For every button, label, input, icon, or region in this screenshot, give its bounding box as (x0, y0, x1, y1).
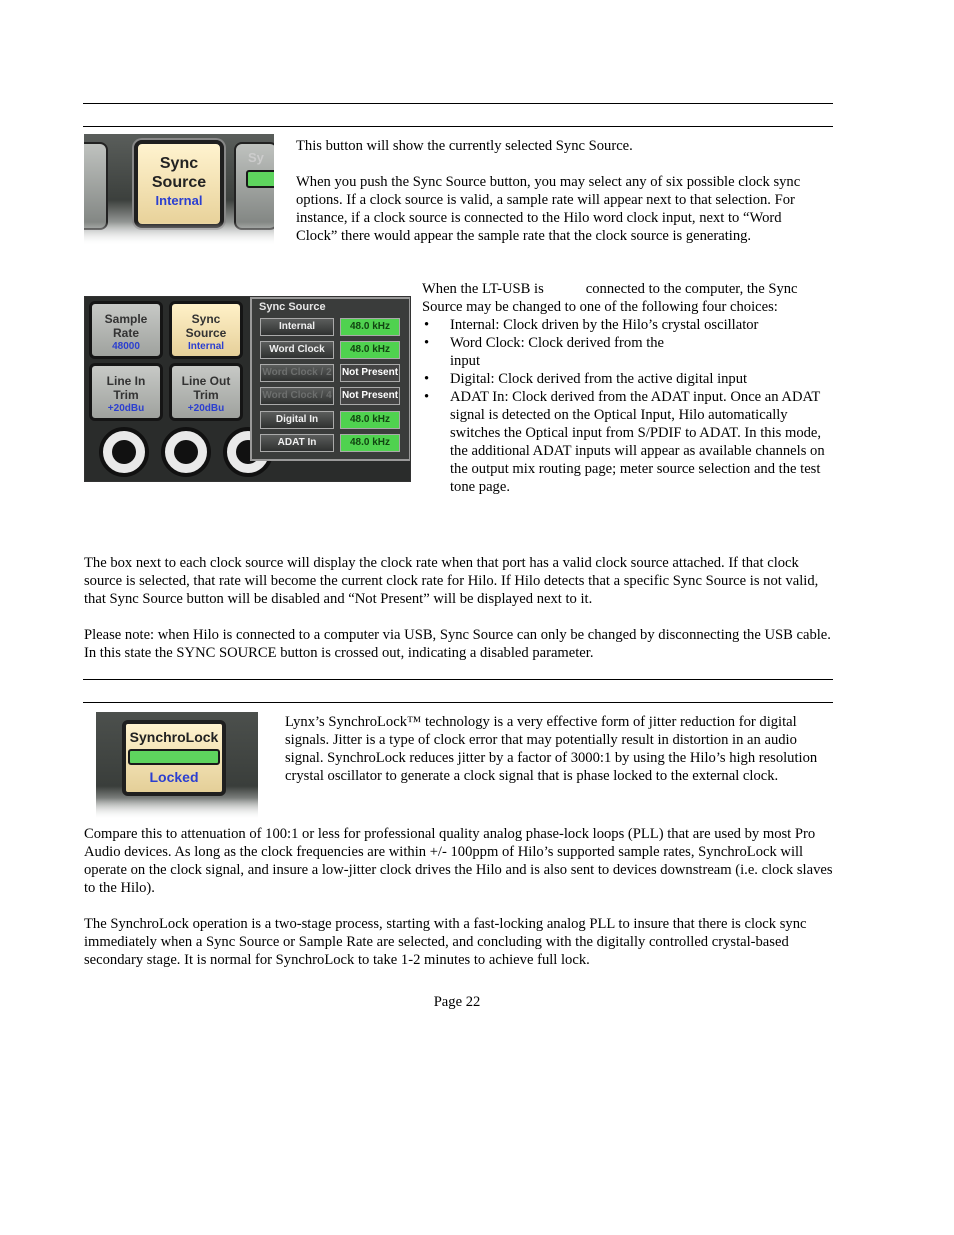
rule-top (83, 103, 833, 104)
rule-section1 (83, 126, 833, 127)
text-span: Word Clock: Clock derived from the (450, 335, 665, 351)
green-indicator (246, 170, 274, 188)
button-value: Internal (155, 193, 203, 208)
popup-title: Sync Source (259, 301, 326, 313)
monitor-icon (161, 427, 211, 477)
synchrolock-screenshot (96, 712, 258, 818)
sync-option-adat-in: ADAT In (260, 434, 334, 452)
sync-row-word-clock-4 (260, 387, 406, 405)
text-span: connected to the computer, the Sync Source may be changed to one of the following four choices: (422, 281, 798, 315)
sync-source-description (296, 137, 816, 245)
paragraph: When you push the Sync Source button, you may select any of six possible clock sync options. If a clock source is valid, a sample rate will appear next to that selection. For instance, if a clock source is connected to the Hilo word clock input, next to “Word Clock” there would appear the sample rate that the clock source is generating. (296, 174, 801, 244)
btn-line2: Rate (112, 326, 139, 340)
btn-line1: Line Out (181, 374, 231, 388)
sync-row-adat-in (260, 434, 406, 452)
page-number: Page 22 (433, 994, 481, 1010)
rule-section2-top (83, 679, 833, 680)
paragraph (422, 280, 832, 316)
line-in-trim-button (89, 363, 163, 421)
lock-bar (128, 749, 220, 765)
sync-rate: Not Present (340, 364, 400, 382)
sync-row-word-clock-2 (260, 364, 406, 382)
synchrolock-description (285, 713, 825, 785)
sync-source-button (134, 140, 224, 228)
btn-line2: Trim (113, 388, 139, 402)
paragraph: Compare this to attenuation of 100:1 or less for professional quality analog phase-lock loops (PLL) that are used by most Pro Audio devices. As long as the clock frequencies are within +/- 100ppm of Hilo’s supported sample rates, SynchroLock will operate on the clock signal, and insure a low-jitter clock drives the Hilo and is also sent to devices downstream (i.e. clock slaves to the Hilo). (84, 826, 833, 896)
paragraph: Please note: when Hilo is connected to a computer via USB, Sync Source can only be changed by disconnecting the USB cable. In this state the SYNC SOURCE button is crossed out, indicating a disabled parameter. (84, 627, 831, 661)
btn-line2: Trim (193, 388, 219, 402)
neighbor-button-label: Sy (248, 150, 264, 165)
sync-source-panel-screenshot (84, 296, 411, 482)
sync-choices-list (422, 316, 832, 496)
line-out-trim-button (169, 363, 243, 421)
synchrolock-title: SynchroLock (129, 729, 219, 745)
sync-option-word-clock-2: Word Clock / 2 (260, 364, 334, 382)
btn-line2: Source (185, 326, 227, 340)
sync-row-digital-in (260, 411, 406, 429)
btn-line1: Sync (191, 312, 221, 326)
text-span: When the LT-USB is (422, 281, 544, 297)
synchrolock-indicator (122, 720, 226, 796)
sync-option-word-clock: Word Clock (260, 341, 334, 359)
btn-line1: Line In (106, 374, 146, 388)
btn-value: Internal (187, 341, 225, 352)
list-item: • Internal: Clock driven by the Hilo’s crystal oscillator (422, 316, 832, 334)
paragraph: Lynx’s SynchroLock™ technology is a very effective form of jitter reduction for digital signals. Jitter is a type of clock error that may potentially result in distortion in an audio signal. SynchroLock reduces jitter by a factor of 3000:1 by using the Hilo’s high resolution crystal oscillator to generate a clock signal that is phase locked to the external clock. (285, 714, 818, 784)
sync-option-digital-in: Digital In (260, 411, 334, 429)
sync-rate: Not Present (340, 387, 400, 405)
paragraph: This button will show the currently selected Sync Source. (296, 138, 633, 154)
list-item (422, 334, 832, 370)
synchrolock-status: Locked (149, 769, 199, 785)
clock-rate-text (84, 554, 834, 662)
sync-source-popup (250, 297, 411, 461)
btn-value: +20dBu (187, 403, 225, 414)
list-item: • Digital: Clock derived from the active digital input (422, 370, 832, 388)
sync-source-panel-button (169, 301, 243, 359)
button-label-line1: Sync (159, 155, 199, 172)
rule-section2 (83, 702, 833, 703)
button-label-line2: Source (151, 174, 207, 191)
fade-overlay (84, 222, 274, 244)
sync-row-word-clock (260, 341, 406, 359)
btn-value: +20dBu (107, 403, 145, 414)
sync-option-internal: Internal (260, 318, 334, 336)
sync-rate: 48.0 kHz (340, 318, 400, 336)
synchrolock-details (84, 825, 834, 969)
sync-rate: 48.0 kHz (340, 434, 400, 452)
btn-line1: Sample (104, 312, 148, 326)
btn-value: 48000 (112, 341, 140, 352)
list-item: • ADAT In: Clock derived from the ADAT input. Once an ADAT signal is detected on the Optical Input, Hilo automatically switches the Optical input from S/PDIF to ADAT. In this mode, the additional ADAT inputs will appear as available channels on the output mix routing page; meter source selection and the test tone page. (422, 388, 832, 496)
sync-source-button-screenshot (84, 134, 274, 244)
sample-rate-button (89, 301, 163, 359)
neighbor-button-left (84, 142, 108, 230)
text-span: input (450, 353, 480, 369)
sync-rate: 48.0 kHz (340, 341, 400, 359)
sync-option-word-clock-4: Word Clock / 4 (260, 387, 334, 405)
paragraph: The box next to each clock source will display the clock rate when that port has a valid clock source attached. If that clock source is selected, that rate will become the current clock rate for Hilo. If Hilo detects that a specific Sync Source is not valid, that Sync Source button will be disabled and “Not Present” will be displayed next to it. (84, 555, 819, 607)
fade-overlay (96, 798, 258, 818)
meter-icon (99, 427, 149, 477)
paragraph: The SynchroLock operation is a two-stage process, starting with a fast-locking analog PLL to insure that there is clock sync immediately when a Sync Source or Sample Rate are selected, and concluding with the digitally controlled crystal-based secondary stage. It is normal for SynchroLock to take 1-2 minutes to achieve full lock. (84, 916, 807, 968)
sync-choices-text (422, 280, 832, 496)
sync-row-internal (260, 318, 406, 336)
sync-rate: 48.0 kHz (340, 411, 400, 429)
